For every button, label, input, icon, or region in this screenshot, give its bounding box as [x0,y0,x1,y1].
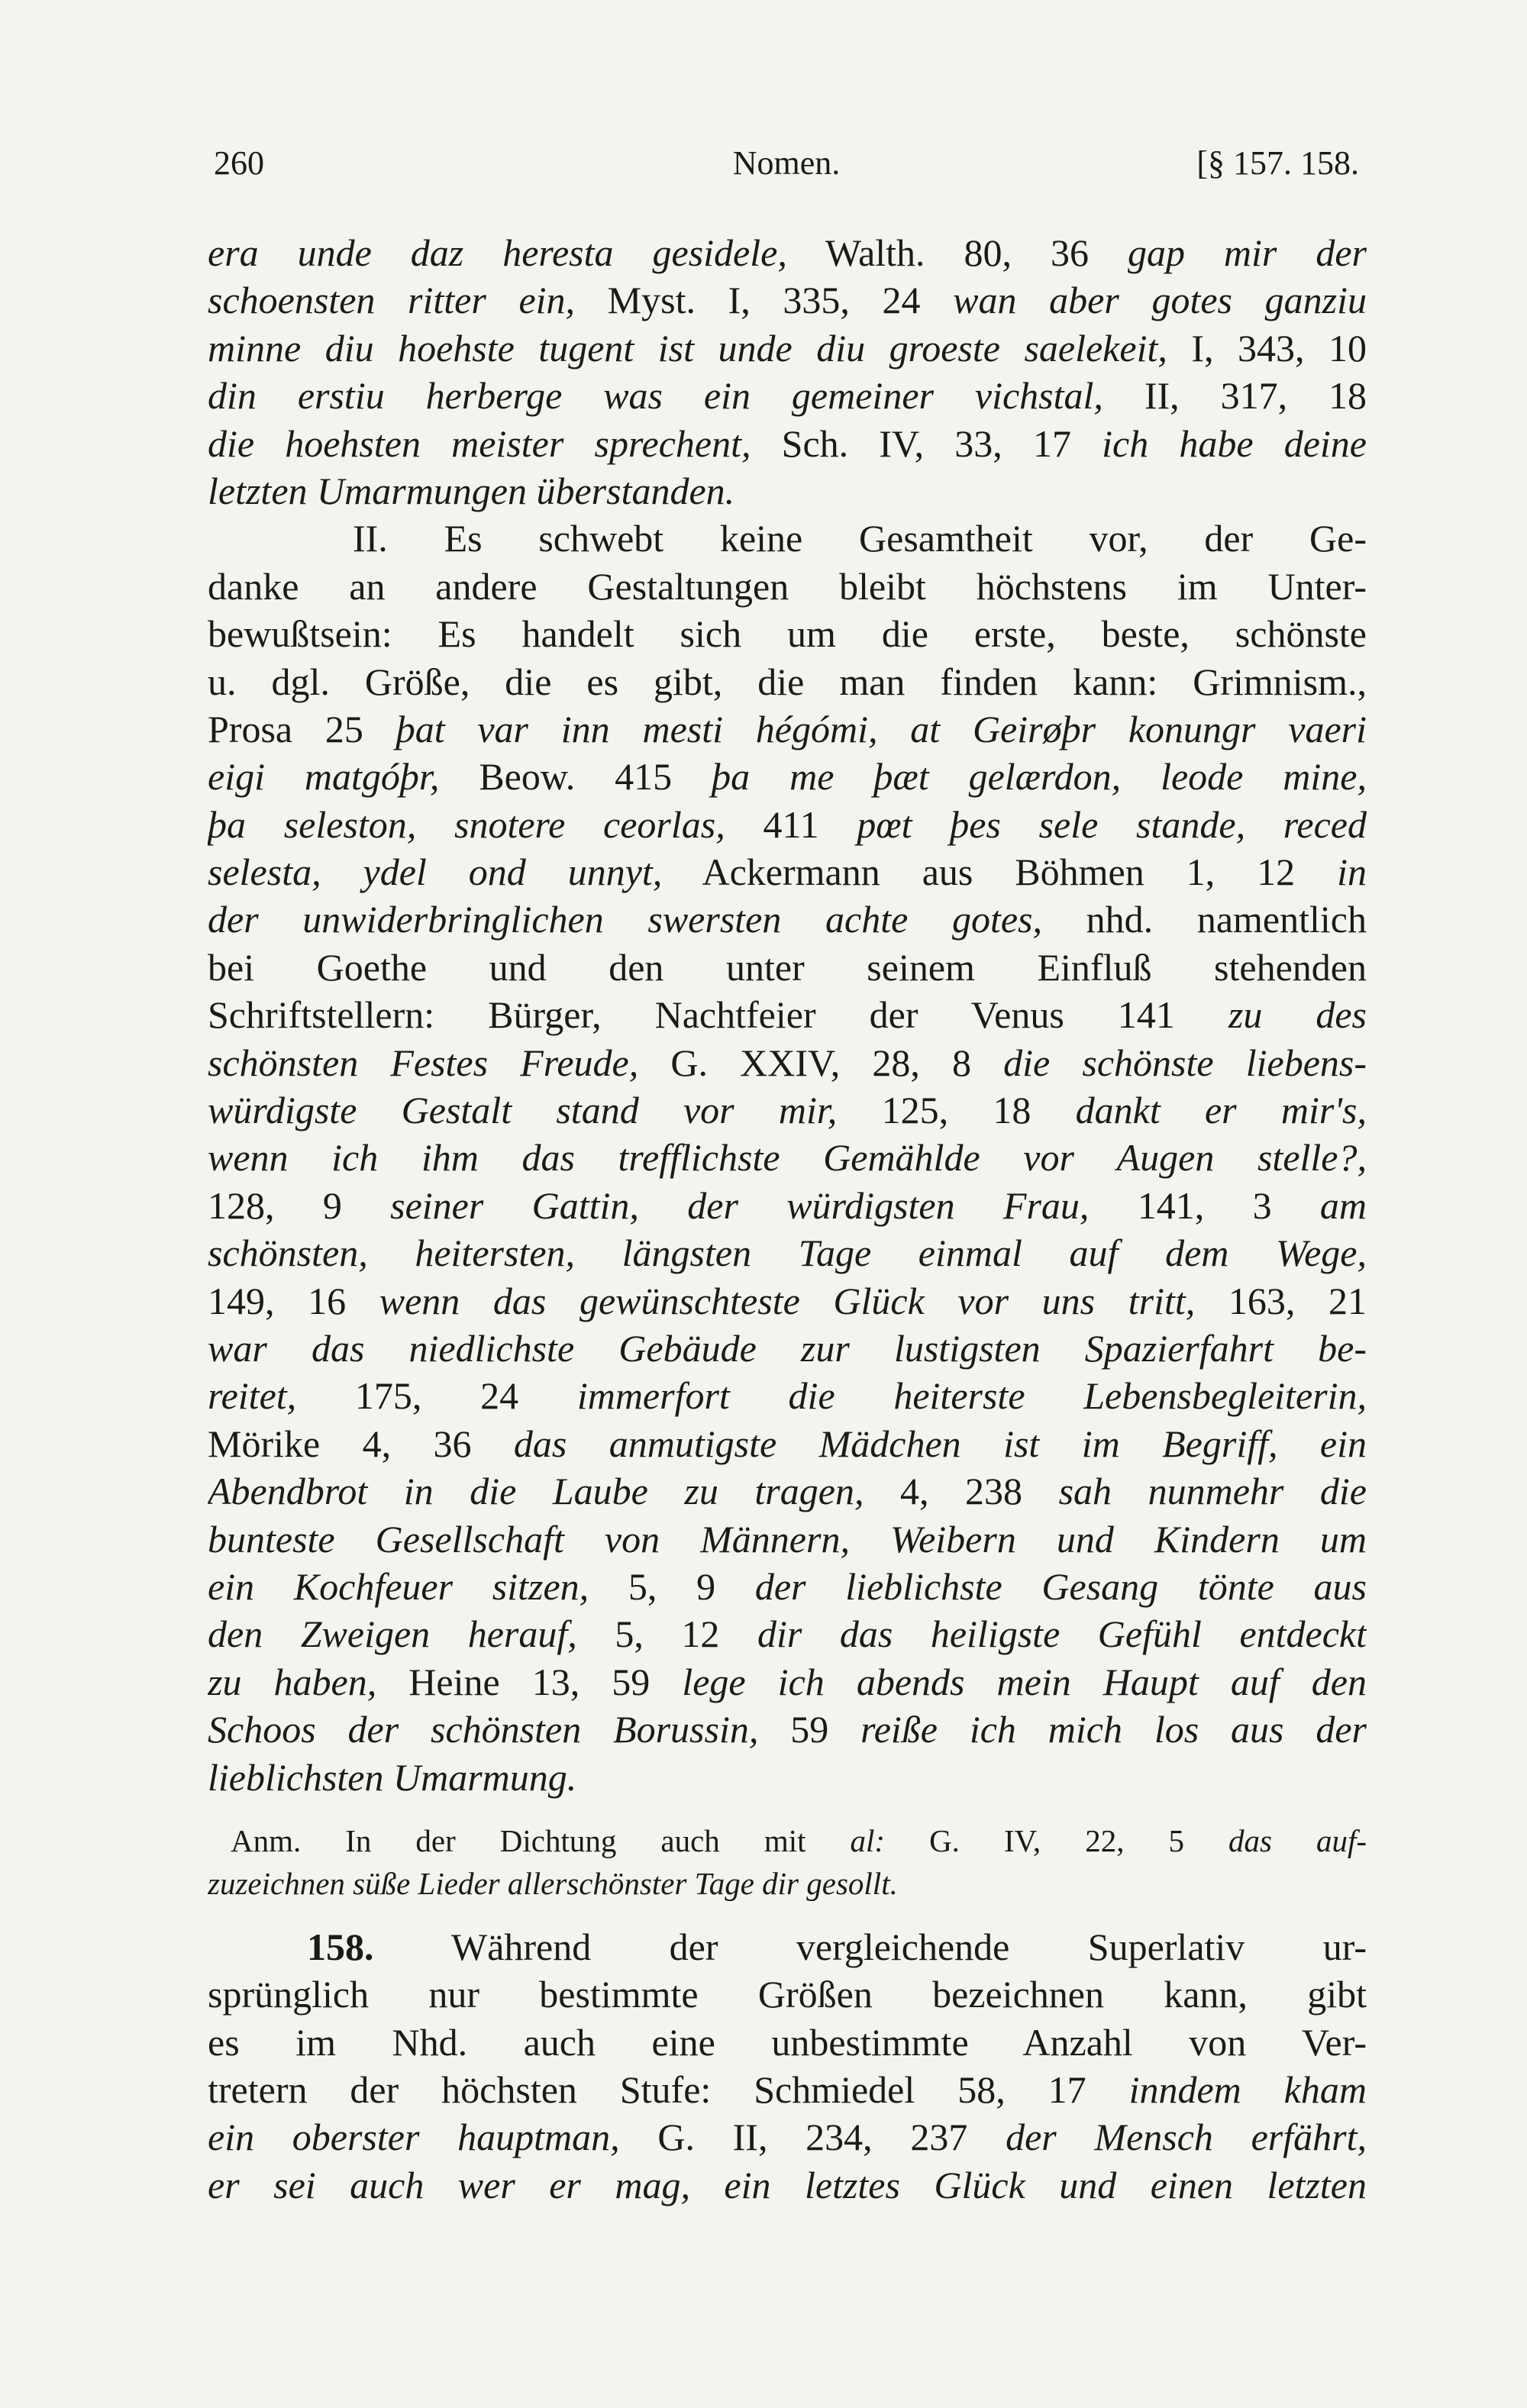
italic-text: in [1337,851,1367,894]
italic-text: lege ich abends mein Haupt auf den [682,1660,1367,1703]
roman-text: Mörike 4, 36 [208,1422,514,1465]
roman-text: 411 [725,802,857,846]
body-text [208,229,1367,2209]
italic-text: immerfort die heiterste Lebensbegleiterin, [576,1374,1367,1418]
text-line [208,1277,1367,1325]
text-line [208,2019,1367,2066]
italic-text: ich habe deine [1102,421,1367,465]
roman-text: G. XXIV, 28, 8 [638,1041,1004,1084]
text-line [208,991,1367,1038]
roman-text: 175, 24 [296,1374,577,1418]
roman-text: Sch. IV, 33, 17 [751,421,1102,465]
roman-text: Beow. 415 [439,755,712,799]
italic-text: pœt þes sele stande, reced [857,802,1367,846]
text-line [208,1372,1367,1419]
italic-text: inndem kham [1128,2068,1367,2112]
roman-text: Myst. I, 335, 24 [575,279,954,322]
italic-text: die schönste liebens- [1003,1041,1367,1084]
text-line [208,2161,1367,2209]
italic-text: bunteste Gesellschaft von Männern, Weibern und Kindern um [208,1517,1367,1561]
roman-text: u. dgl. Größe, die es gibt, die man finden kann: Grimnism., [208,660,1367,703]
text-line [208,1706,1367,1753]
text-line [208,1563,1367,1610]
italic-text: ein Kochfeuer sitzen, [208,1564,589,1608]
italic-text: der lieblichste Gesang tönte aus [754,1564,1367,1608]
text-line [208,1420,1367,1467]
annotation-line [208,1819,1367,1862]
text-line [208,801,1367,848]
text-line [208,2113,1367,2161]
roman-text: 128, 9 [208,1183,391,1227]
italic-text: lieblichsten Umarmung. [208,1755,577,1799]
roman-text: 163, 21 [1195,1279,1367,1322]
running-header [214,144,1359,189]
roman-text: Während der vergleichende Superlativ ur- [373,1925,1367,1968]
italic-text: zu des [1228,993,1367,1037]
italic-text: den Zweigen herauf, [208,1612,577,1656]
roman-text: II, 317, 18 [1102,374,1367,418]
italic-text: gap mir der [1127,231,1367,274]
text-line [208,229,1367,276]
italic-text: sah nunmehr die [1058,1470,1367,1513]
italic-text: þat var inn mesti hégómi, at Geirøþr konungr vaeri [395,707,1367,750]
text-line [208,467,1367,515]
roman-text: Anm. In der Dichtung auch mit [231,1822,851,1858]
text-line [208,563,1367,610]
italic-text: seiner Gattin, der würdigsten Frau, [390,1183,1090,1227]
roman-text: nhd. namentlich [1042,898,1367,941]
section-number: 158. [307,1925,374,1968]
italic-text: wan aber gotes ganziu [953,279,1367,322]
roman-text: 4, 238 [864,1470,1059,1513]
text-line [208,658,1367,705]
text-line [208,753,1367,800]
text-line [208,515,1367,562]
italic-text: dir das heiligste Gefühl entdeckt [757,1612,1367,1656]
text-line [208,944,1367,991]
italic-text: minne diu hoehste tugent ist unde diu groeste saelekeit, [208,326,1167,370]
roman-text: Schriftstellern: Bürger, Nachtfeier der Venus 141 [208,993,1228,1037]
roman-text: I, 343, 10 [1167,326,1367,370]
text-line [208,896,1367,943]
text-line [208,420,1367,467]
text-line [208,372,1367,419]
text-line [208,2066,1367,2113]
roman-text: G. II, 234, 237 [619,2116,1006,2159]
roman-text: bei Goethe und den unter seinem Einfluß stehenden [208,945,1367,989]
text-line [208,1971,1367,2018]
italic-text: reitet, [208,1374,297,1418]
roman-text: G. IV, 22, 5 [885,1822,1228,1858]
text-line [208,705,1367,753]
italic-text: die hoehsten meister sprechent, [208,421,751,465]
text-line [208,1658,1367,1706]
spacer [208,1801,1367,1819]
italic-text: wenn ich ihm das trefflichste Gemählde vor Augen stelle?, [208,1136,1367,1180]
italic-text: era unde daz heresta gesidele, [208,231,787,274]
text-line [208,1325,1367,1372]
text-line [208,324,1367,372]
roman-text: 59 [758,1708,861,1751]
roman-text: danke an andere Gestaltungen bleibt höchstens im Unter- [208,564,1367,608]
italic-text: zu haben, [208,1660,377,1703]
italic-text: eigi matgóþr, [208,755,440,799]
text-line [208,1134,1367,1181]
text-line [208,610,1367,657]
italic-text: ein oberster hauptman, [208,2116,620,2159]
section-158-first-line [208,1923,1367,1971]
text-line [208,1515,1367,1563]
italic-text: würdigste Gestalt stand vor mir, [208,1089,838,1132]
roman-text: Prosa 25 [208,707,396,750]
roman-text: es im Nhd. auch eine unbestimmte Anzahl von Ver- [208,2020,1367,2064]
text-line [208,1467,1367,1515]
roman-text: Heine 13, 59 [376,1660,683,1703]
italic-text: dankt er mir's, [1075,1089,1367,1132]
italic-text: der Mensch erfährt, [1006,2116,1367,2159]
italic-text: war das niedlichste Gebäude zur lustigsten Spazierfahrt be- [208,1326,1367,1370]
italic-text: das auf- [1228,1822,1367,1858]
roman-text: bewußtsein: Es handelt sich um die erste, beste, schönste [208,612,1367,656]
roman-text: 149, 16 [208,1279,379,1322]
text-line [208,1039,1367,1086]
italic-text: Abendbrot in die Laube zu tragen, [208,1470,864,1513]
line-text [374,1925,1367,1968]
annotation-line [208,1862,1367,1905]
italic-text: al: [850,1822,886,1858]
italic-text: schönsten, heitersten, längsten Tage einmal auf dem Wege, [208,1231,1367,1275]
roman-text: 125, 18 [837,1089,1076,1132]
italic-text: din erstiu herberge was ein gemeiner vichstal, [208,374,1103,418]
text-line [208,848,1367,896]
roman-text: sprünglich nur bestimmte Größen bezeichnen kann, gibt [208,1973,1367,2016]
italic-text: zuzeichnen süße Lieder allerschönster Tage dir gesollt. [208,1865,898,1901]
text-line [208,1610,1367,1658]
section-reference: [§ 157. 158. [1196,144,1359,182]
text-line [208,1182,1367,1229]
italic-text: der unwiderbringlichen swersten achte gotes, [208,898,1043,941]
italic-text: reiße ich mich los aus der [860,1708,1367,1751]
italic-text: schönsten Festes Freude, [208,1041,639,1084]
italic-text: wenn das gewünschteste Glück vor uns tritt, [379,1279,1196,1322]
italic-text: schoensten ritter ein, [208,279,576,322]
text-line [208,1754,1367,1801]
italic-text: þa seleston, snotere ceorlas, [208,802,725,846]
roman-text: 5, 12 [576,1612,757,1656]
text-line [208,1229,1367,1277]
italic-text: das anmutigste Mädchen ist im Begriff, ein [513,1422,1367,1465]
text-line [208,1086,1367,1134]
roman-text: Ackermann aus Böhmen 1, 12 [662,851,1338,894]
italic-text: selesta, ydel ond unnyt, [208,851,663,894]
roman-text: 141, 3 [1089,1183,1320,1227]
italic-text: am [1319,1183,1367,1227]
roman-text: II. Es schwebt keine Gesamtheit vor, der Ge- [353,517,1367,560]
italic-text: þa me þæt gelærdon, leode mine, [712,755,1367,799]
spacer [208,1905,1367,1923]
roman-text: 5, 9 [589,1564,755,1608]
text-line [208,276,1367,324]
roman-text: Walth. 80, 36 [786,231,1128,274]
running-title: Nomen. [732,144,841,182]
roman-text: tretern der höchsten Stufe: Schmiedel 58, 17 [208,2068,1129,2112]
italic-text: letzten Umarmungen überstanden. [208,469,735,512]
italic-text: er sei auch wer er mag, ein letztes Glück und einen letzten [208,2163,1367,2206]
italic-text: Schoos der schönsten Borussin, [208,1708,759,1751]
page-number: 260 [214,144,264,182]
